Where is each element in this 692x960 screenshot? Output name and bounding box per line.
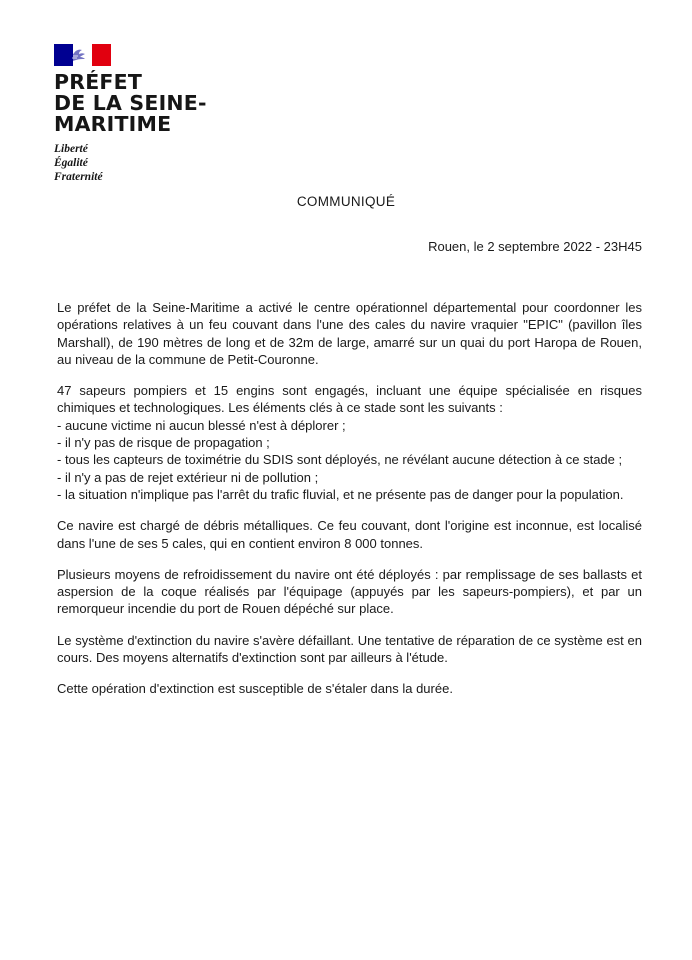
title-line-2: DE LA SEINE-: [54, 91, 207, 115]
document-heading: COMMUNIQUÉ: [296, 194, 396, 209]
document-body: [57, 299, 642, 712]
republic-motto: [54, 142, 254, 184]
list-item: - il n'y pas de risque de propagation ;: [57, 435, 270, 451]
motto-egalite: Égalité: [54, 157, 88, 169]
title-line-3: MARITIME: [54, 112, 172, 136]
paragraph-6: Cette opération d'extinction est susceptible de s'étaler dans la durée.: [57, 681, 453, 697]
title-line-1: PRÉFET: [54, 70, 143, 94]
motto-liberte: Liberté: [54, 143, 88, 155]
list-item: - la situation n'implique pas l'arrêt du trafic fluvial, et ne présente pas de danger pour la population.: [57, 486, 624, 502]
tricolor-flag: [54, 44, 111, 66]
paragraph-2-intro: 47 sapeurs pompiers et 15 engins sont engagés, incluant une équipe spécialisée en risques chimiques et technologiques. Les éléments clés à ce stade sont les suivants :: [57, 383, 642, 416]
key-points-list: [57, 417, 642, 503]
list-item: - aucune victime ni aucun blessé n'est à déplorer ;: [57, 417, 346, 433]
paragraph-5: Le système d'extinction du navire s'avère défaillant. Une tentative de réparation de ce système est en cours. Des moyens alternatifs d'extinction sont par ailleurs à l'étude.: [57, 632, 642, 666]
paragraph-1: Le préfet de la Seine-Maritime a activé le centre opérationnel départemental pour coordonner les opérations relatives à un feu couvant dans l'une des cales du navire vraquier "EPIC" (pavillon îles Marshall), de 190 mètres de long et de 32m de large, amarré sur un quai du port Haropa de Rouen, au niveau de la commune de Petit-Couronne.: [57, 300, 642, 367]
paragraph-3: Ce navire est chargé de débris métalliques. Ce feu couvant, dont l'origine est inconnue, est localisé dans l'une de ses 5 cales, qui en contient environ 8 000 tonnes.: [57, 518, 642, 551]
motto-fraternite: Fraternité: [54, 171, 103, 183]
paragraph-4: Plusieurs moyens de refroidissement du navire ont été déployés : par remplissage de ses ballasts et aspersion de la coque réalisés par l'équipage (appuyés par les sapeurs-pompiers), et par un remorqueur incendie du port de Rouen dépéché sur place.: [57, 566, 642, 617]
marianne-icon: [64, 47, 90, 64]
list-item: - tous les capteurs de toximétrie du SDIS sont déployés, ne révélant aucune détection à ce stade ;: [57, 452, 623, 468]
paragraph-2: [57, 382, 642, 503]
list-item: - il n'y a pas de rejet extérieur ni de pollution ;: [57, 469, 319, 485]
prefecture-logo: [54, 44, 254, 184]
dateline: Rouen, le 2 septembre 2022 - 23H45: [428, 239, 642, 254]
prefecture-title: [54, 72, 254, 135]
